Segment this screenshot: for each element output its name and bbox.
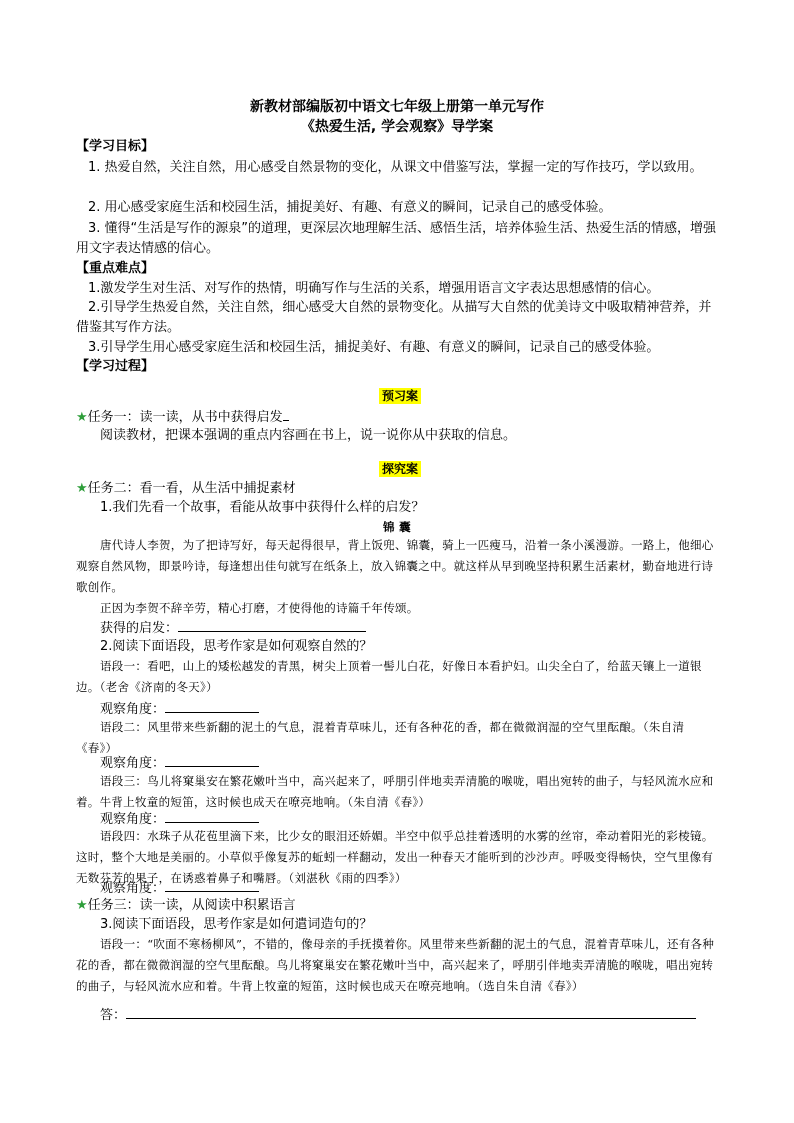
answer-line[interactable] bbox=[126, 1004, 696, 1019]
goal-item-3: 3. 懂得“生活是写作的源泉”的道理，更深层次地理解生活、感悟生活，培养体验生活、热爱生活的情感，增强用文字表达情感的信心。 bbox=[76, 221, 717, 256]
answer-row bbox=[76, 1004, 718, 1026]
inspire-answer-line[interactable] bbox=[178, 617, 366, 632]
title-line-2: 《热爱生活, 学会观察》导学案 bbox=[300, 119, 494, 135]
task-3-segment: 语段一：“吹面不寒杨柳风”，不错的，像母亲的手抚摸着你。风里带来些新翻的泥土的气息，混着青草味儿，还有各种花的香，都在微微润湿的空气里酝酿。鸟儿将窠巢安在繁花嫩叶当中，高兴起来了，呼朋引伴地卖弄清脆的喉咙，唱出宛转的曲子，与轻风流水应和着。牛背上牧童的短笛，这时候也成天在嘹亮地响。（选自朱自清《春》） bbox=[76, 937, 715, 993]
title-line-1: 新教材部编版初中语文七年级上册第一单元写作 bbox=[250, 99, 544, 115]
task-3-title: 任务三：读一读，从阅读中积累语言 bbox=[87, 898, 296, 913]
segment-4: 语段四：水珠子从花苞里滴下来，比少女的眼泪还娇媚。半空中似乎总挂着透明的水雾的丝帘，牵动着阳光的彩棱镜。这时，整个大地是美丽的。小草似乎像复苏的蚯蚓一样翻动，发出一种春天才能听到的沙沙声。呼吸变得畅快，空气里像有无数芬芳的果子，在诱惑着鼻子和嘴唇。（刘湛秋《雨的四季》） bbox=[76, 829, 714, 885]
key-point-2: 2.引导学生热爱自然，关注自然，细心感受大自然的景物变化。从描写大自然的优美诗文中吸取精神营养，并借鉴其写作方法。 bbox=[76, 300, 712, 335]
task-3-title-row bbox=[76, 896, 718, 916]
explore-label: 探究案 bbox=[379, 461, 421, 477]
star-icon: ★ bbox=[76, 481, 88, 496]
star-icon: ★ bbox=[76, 898, 88, 913]
answer-label: 答： bbox=[100, 1008, 127, 1023]
task-2-title-row bbox=[76, 479, 718, 499]
task-3-question-3: 3.阅读下面语段，思考作家是如何遣词造句的？ bbox=[100, 917, 373, 932]
story-paragraph-1: 唐代诗人李贺，为了把诗写好，每天起得很早，背上饭兜、锦囊，骑上一匹瘦马，沿着一条小溪漫游。一路上，他细心观察自然风物，即景吟诗，每逢想出佳句就写在纸条上，放入锦囊之中。就这样从早到晚坚持积累生活素材，勤奋地进行诗歌创作。 bbox=[76, 538, 714, 594]
goal-item-1: 1. 热爱自然，关注自然，用心感受自然景物的变化，从课文中借鉴写法，掌握一定的写作技巧，学以致用。 bbox=[88, 160, 703, 175]
angle-answer-line-4[interactable] bbox=[165, 877, 259, 892]
task-2-question-1: 1.我们先看一个故事，看能从故事中获得什么样的启发？ bbox=[100, 500, 425, 515]
goal-item-2: 2. 用心感受家庭生活和校园生活，捕捉美好、有趣、有意义的瞬间，记录自己的感受体验。 bbox=[88, 200, 612, 215]
angle-answer-line-2[interactable] bbox=[165, 752, 259, 767]
task-1-text: 阅读教材，把课本强调的重点内容画在书上，说一说你从中获取的信息。 bbox=[100, 428, 517, 443]
star-icon: ★ bbox=[76, 410, 88, 425]
angle-label: 观察角度： bbox=[100, 702, 166, 717]
task-1-underline bbox=[283, 406, 289, 421]
segment-1: 语段一：看吧，山上的矮松越发的青黑，树尖上顶着一髻儿白花，好像日本看护妇。山尖全白了，给蓝天镶上一道银边。（老舍《济南的冬天》） bbox=[76, 659, 702, 694]
segment-2: 语段二：风里带来些新翻的泥土的气息，混着青草味儿，还有各种花的香，都在微微润湿的空气里酝酿。（朱自清《春》） bbox=[76, 720, 685, 755]
key-point-3: 3.引导学生用心感受家庭生活和校园生活，捕捉美好、有趣、有意义的瞬间，记录自己的感受体验。 bbox=[88, 340, 660, 355]
process-heading: 【学习过程】 bbox=[76, 359, 155, 374]
angle-label: 观察角度： bbox=[100, 881, 166, 896]
angle-label: 观察角度： bbox=[100, 812, 166, 827]
story-paragraph-2: 正因为李贺不辞辛劳，精心打磨，才使得他的诗篇千年传颂。 bbox=[100, 601, 419, 615]
angle-answer-line-3[interactable] bbox=[165, 808, 259, 823]
goals-heading: 【学习目标】 bbox=[76, 139, 155, 154]
preview-label: 预习案 bbox=[379, 388, 421, 404]
angle-answer-line-1[interactable] bbox=[165, 698, 259, 713]
story-title: 锦 囊 bbox=[383, 520, 411, 534]
segment-3: 语段三：鸟儿将窠巢安在繁花嫩叶当中，高兴起来了，呼朋引伴地卖弄清脆的喉咙，唱出宛转的曲子，与轻风流水应和着。牛背上牧童的短笛，这时候也成天在嘹亮地响。（朱自清《春》） bbox=[76, 774, 714, 809]
task-1-title: 任务一：读一读，从书中获得启发 bbox=[87, 410, 283, 425]
angle-label: 观察角度： bbox=[100, 756, 166, 771]
task-2-title: 任务二：看一看，从生活中捕捉素材 bbox=[87, 481, 296, 496]
inspire-label: 获得的启发： bbox=[100, 621, 179, 636]
task-1-title-row bbox=[76, 406, 718, 428]
inspire-row bbox=[76, 617, 718, 639]
key-points-heading: 【重点难点】 bbox=[76, 261, 155, 276]
task-2-question-2: 2.阅读下面语段，思考作家是如何观察自然的？ bbox=[100, 639, 373, 654]
key-point-1: 1.激发学生对生活、对写作的热情，明确写作与生活的关系，增强用语言文字表达思想感情的信心。 bbox=[88, 281, 660, 296]
